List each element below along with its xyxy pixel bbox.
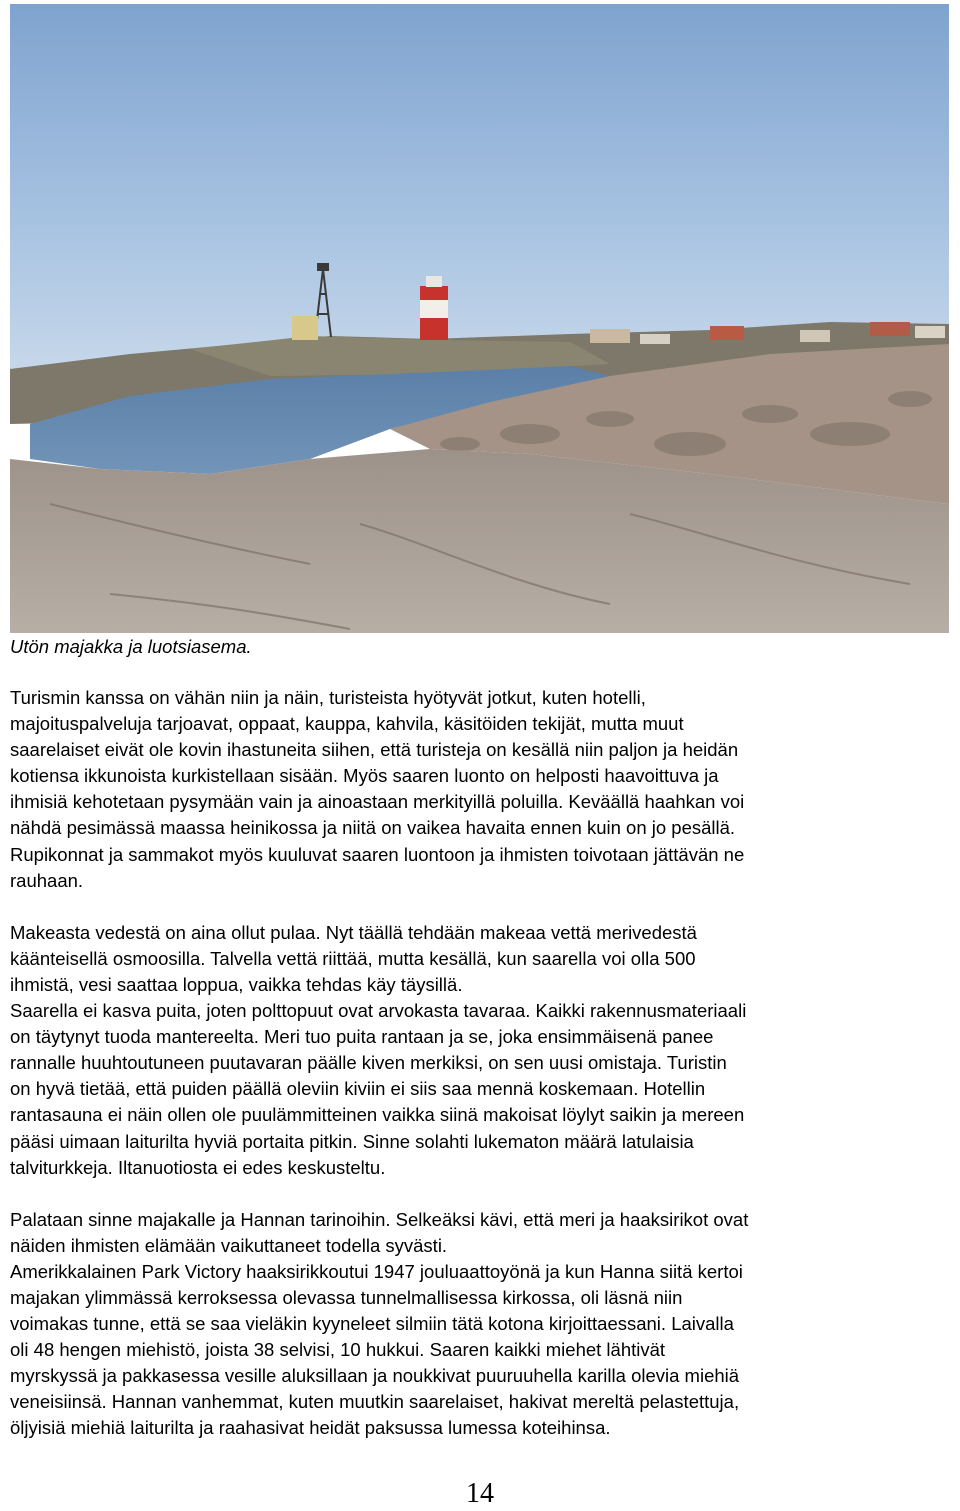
text-line: kotiensa ikkunoista kurkistellaan sisään. Myös saaren luonto on helposti haavoittuva ja xyxy=(10,765,719,787)
text-line: ihmistä, vesi saattaa loppua, vaikka tehdas käy täysillä. xyxy=(10,973,463,995)
text-line: näiden ihmisten elämään vaikuttaneet todella syvästi. xyxy=(10,1234,448,1256)
body-text xyxy=(10,685,950,1468)
text-line: Amerikkalainen Park Victory haaksirikkoutui 1947 jouluaattoyönä ja kun Hanna siitä kertoi xyxy=(10,1260,743,1282)
text-line: rauhaan. xyxy=(10,869,84,891)
text-line: rantasauna ei näin ollen ole puulämmitteinen vaikka siinä makoisat löylyt saikin ja mereen xyxy=(10,1104,745,1126)
text-line: majakan ylimmässä kerroksessa olevassa tunnelmallisessa kirkossa, oli läsnä niin xyxy=(10,1286,683,1308)
paragraph-tourism xyxy=(10,685,950,894)
text-line: myrskyssä ja pakkasessa vesille aluksillaan ja noukkivat puuruuhella karilla olevia miehiä xyxy=(10,1365,740,1387)
photo-caption: Utön majakka ja luotsiasema. xyxy=(10,636,252,657)
text-line: veneisiinsä. Hannan vanhemmat, kuten muutkin saarelaiset, hakivat mereltä pelastettuja, xyxy=(10,1391,740,1413)
text-line: Saarella ei kasva puita, joten polttopuut ovat arvokasta tavaraa. Kaikki rakennusmateriaali xyxy=(10,1000,747,1022)
text-line: Turismin kanssa on vähän niin ja näin, turisteista hyötyvät jotkut, kuten hotelli, xyxy=(10,687,646,708)
paragraph-shipwreck xyxy=(10,1207,950,1442)
text-line: pääsi uimaan laiturilta hyviä portaita pitkin. Sinne solahti lukematon määrä latulaisia xyxy=(10,1130,694,1152)
text-line: käänteisellä osmoosilla. Talvella vettä riittää, mutta kesällä, kun saarella voi olla 500 xyxy=(10,947,696,969)
text-line: öljyisiä miehiä laiturilta ja raahasivat heidät paksussa lumessa koteihinsa. xyxy=(10,1417,611,1439)
text-line: Makeasta vedestä on aina ollut pulaa. Nyt täällä tehdään makeaa vettä merivedestä xyxy=(10,921,697,943)
text-line: voimakas tunne, että se saa vieläkin kyyneleet silmiin tätä kotona kirjoittaessani. Laivalla xyxy=(10,1313,734,1335)
text-line: Rupikonnat ja sammakot myös kuuluvat saaren luontoon ja ihmisten toivotaan jättävän ne xyxy=(10,843,745,865)
text-line: rannalle huuhtoutuneen puutavaran päälle kiven merkiksi, on sen uusi omistaja. Turistin xyxy=(10,1052,727,1074)
page-number: 14 xyxy=(466,1478,494,1509)
text-line: talviturkkeja. Iltanuotiosta ei edes keskusteltu. xyxy=(10,1156,386,1178)
paragraph-fresh-water xyxy=(10,920,950,1181)
text-line: on täytynyt tuoda mantereelta. Meri tuo puita rantaan ja se, joka ensimmäisenä panee xyxy=(10,1026,714,1048)
text-line: ihmisiä kehotetaan pysymään vain ja ainoastaan merkityillä poluilla. Keväällä haahkan voi xyxy=(10,791,745,813)
text-line: Palataan sinne majakalle ja Hannan tarinoihin. Selkeäksi kävi, että meri ja haaksirikot ovat xyxy=(10,1208,749,1230)
island-lighthouse-photo xyxy=(10,4,949,633)
text-line: majoituspalveluja tarjoavat, oppaat, kauppa, kahvila, käsitöiden tekijät, mutta muut xyxy=(10,713,684,735)
pilot-station-building xyxy=(292,316,318,340)
text-line: on hyvä tietää, että puiden päällä oleviin kiviin ei siis saa mennä koskemaan. Hotellin xyxy=(10,1078,706,1100)
text-line: nähdä pesimässä maassa heinikossa ja niitä on vaikea havaita ennen kuin on jo pesällä. xyxy=(10,817,736,839)
text-line: oli 48 hengen miehistö, joista 38 selvisi, 10 hukkui. Saaren kaikki miehet lähtivät xyxy=(10,1339,666,1361)
text-line: saarelaiset eivät ole kovin ihastuneita siihen, että turisteja on kesällä niin paljon ja heidän xyxy=(10,739,739,761)
photo-illustration xyxy=(10,4,949,633)
